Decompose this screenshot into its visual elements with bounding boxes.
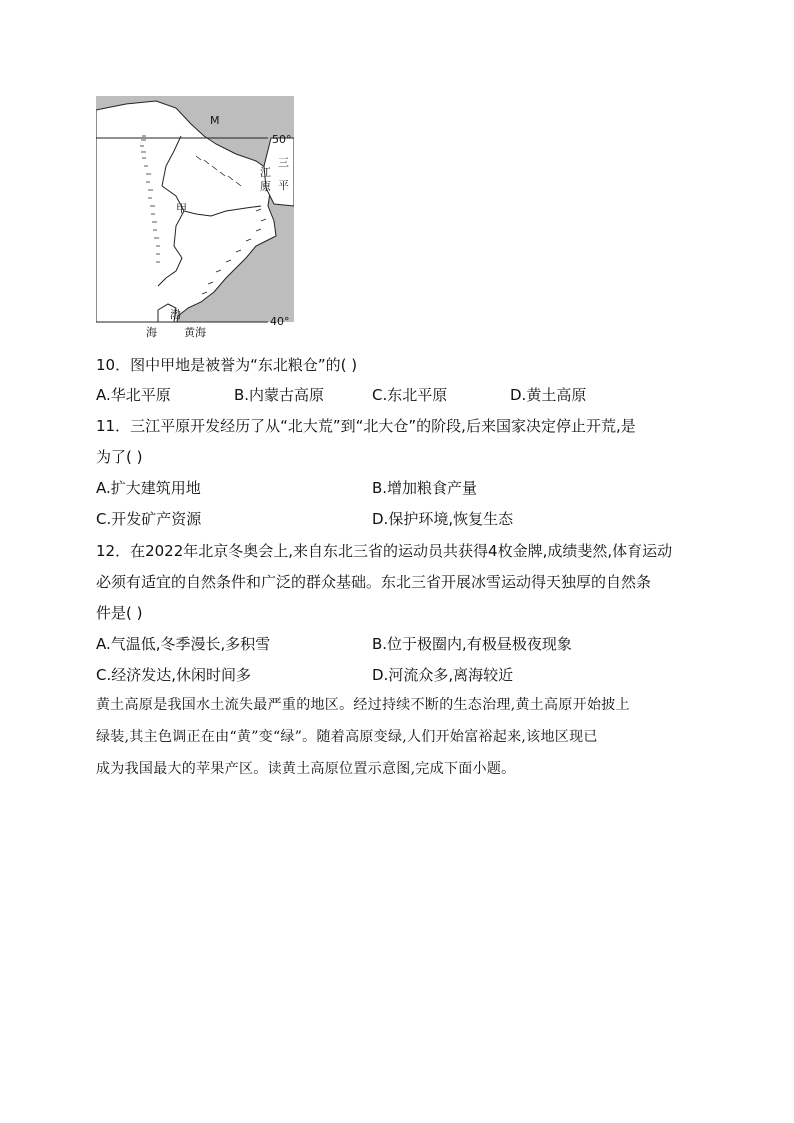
q12-stem-line1: 12．在2022年北京冬奥会上,来自东北三省的运动员共获得4枚金牌,成绩斐然,体育运动	[96, 542, 673, 560]
lat-40-label: 40°	[270, 315, 290, 328]
q12-option-b[interactable]: B.位于极圈内,有极昼极夜现象	[372, 635, 572, 653]
sanjiang-label-2: 江	[260, 166, 271, 179]
bo-label: 渤	[170, 308, 181, 321]
q11-stem-line2: 为了( )	[96, 448, 143, 466]
q10-option-d[interactable]: D.黄土高原	[510, 386, 587, 404]
huanghai-label: 黄海	[184, 326, 206, 339]
q11-stem-line1: 11．三江平原开发经历了从“北大荒”到“北大仓”的阶段,后来国家决定停止开荒,是	[96, 417, 636, 435]
passage-line2: 绿装,其主色调正在由“黄”变“绿”。随着高原变绿,人们开始富裕起来,该地区现已	[96, 729, 598, 745]
sanjiang-label-1: 三	[278, 156, 289, 169]
lat-50-label: 50°	[272, 133, 292, 146]
map-label-m: M	[210, 114, 220, 127]
hai-label: 海	[146, 326, 157, 339]
q12-stem-line3: 件是( )	[96, 604, 143, 622]
jia-label: 甲	[176, 202, 187, 215]
passage-line3: 成为我国最大的苹果产区。读黄土高原位置示意图,完成下面小题。	[96, 761, 516, 777]
q11-option-c[interactable]: C.开发矿产资源	[96, 510, 202, 528]
q11-option-d[interactable]: D.保护环境,恢复生态	[372, 510, 514, 528]
passage-line1: 黄土高原是我国水土流失最严重的地区。经过持续不断的生态治理,黄土高原开始披上	[96, 697, 630, 713]
q10-option-c[interactable]: C.东北平原	[372, 386, 448, 404]
sanjiang-label-3: 平	[278, 179, 289, 192]
q11-option-a[interactable]: A.扩大建筑用地	[96, 479, 201, 497]
northeast-china-map	[96, 96, 294, 344]
q11-option-b[interactable]: B.增加粮食产量	[372, 479, 478, 497]
q12-stem-line2: 必须有适宜的自然条件和广泛的群众基础。东北三省开展冰雪运动得天独厚的自然条	[96, 573, 652, 591]
sanjiang-label-4: 原	[260, 180, 271, 193]
q12-option-c[interactable]: C.经济发达,休闲时间多	[96, 666, 252, 684]
q10-stem: 10．图中甲地是被誉为“东北粮仓”的( )	[96, 356, 358, 374]
q10-option-b[interactable]: B.内蒙古高原	[234, 386, 325, 404]
q10-option-a[interactable]: A.华北平原	[96, 386, 171, 404]
q12-option-d[interactable]: D.河流众多,离海较近	[372, 666, 514, 684]
q12-option-a[interactable]: A.气温低,冬季漫长,多积雪	[96, 635, 271, 653]
